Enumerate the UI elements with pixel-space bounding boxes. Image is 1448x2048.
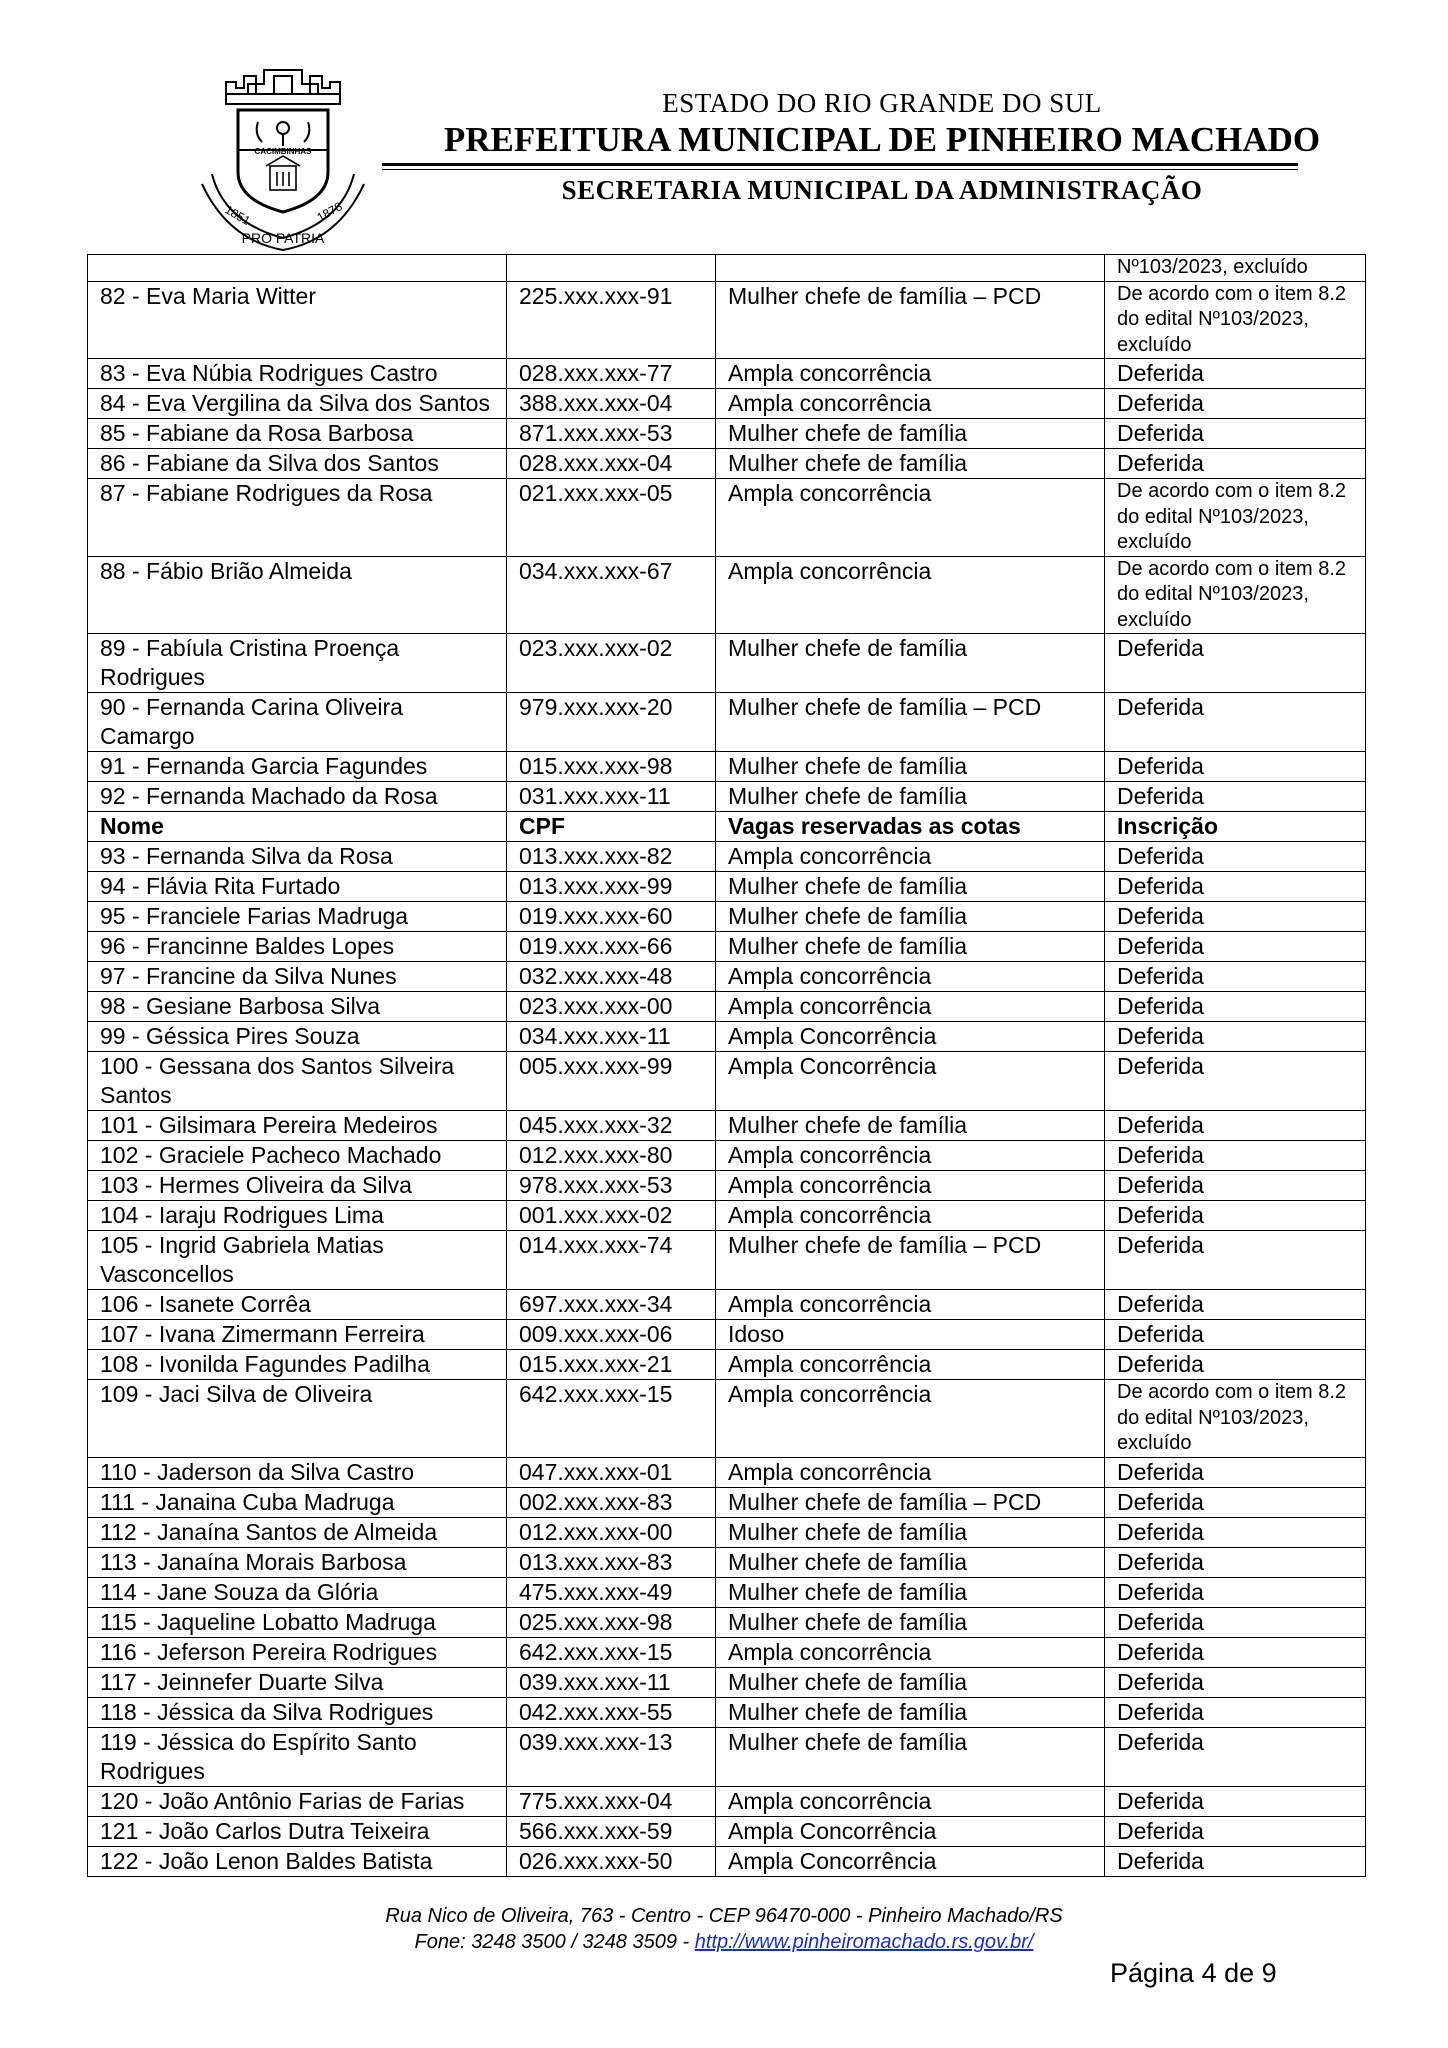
quota-cell: Mulher chefe de família – PCD (716, 693, 1105, 752)
status-cell: Deferida (1105, 1231, 1366, 1290)
status-cell: Deferida (1105, 1290, 1366, 1320)
crest-motto-pro-patria: PRO PATRIA (241, 230, 325, 246)
table-row (88, 419, 1366, 449)
status-cell: Deferida (1105, 1111, 1366, 1141)
name-cell: 82 - Eva Maria Witter (88, 281, 507, 359)
name-cell: 108 - Ivonilda Fagundes Padilha (88, 1350, 507, 1380)
cpf-cell: 388.xxx.xxx-04 (507, 389, 716, 419)
table-row (88, 1727, 1366, 1786)
table-row (88, 1350, 1366, 1380)
status-cell: Deferida (1105, 359, 1366, 389)
cpf-cell: 225.xxx.xxx-91 (507, 281, 716, 359)
name-cell: 117 - Jeinnefer Duarte Silva (88, 1667, 507, 1697)
status-cell: Deferida (1105, 1577, 1366, 1607)
name-cell: 115 - Jaqueline Lobatto Madruga (88, 1607, 507, 1637)
name-cell: 114 - Jane Souza da Glória (88, 1577, 507, 1607)
status-cell: De acordo com o item 8.2 do edital Nº103/2023, excluído (1105, 1380, 1366, 1458)
table-row (88, 902, 1366, 932)
quota-cell: Idoso (716, 1320, 1105, 1350)
quota-cell: Ampla concorrência (716, 842, 1105, 872)
quota-cell (716, 255, 1105, 282)
footer-website-link[interactable]: http://www.pinheiromachado.rs.gov.br/ (694, 1931, 1034, 1953)
quota-cell: Ampla concorrência (716, 1637, 1105, 1667)
table-row (88, 1697, 1366, 1727)
status-cell: Deferida (1105, 1846, 1366, 1876)
status-cell: Deferida (1105, 1457, 1366, 1487)
status-cell: Deferida (1105, 389, 1366, 419)
quota-cell: Ampla Concorrência (716, 1022, 1105, 1052)
table-row (88, 1111, 1366, 1141)
table-row (88, 1517, 1366, 1547)
quota-cell: Ampla Concorrência (716, 1052, 1105, 1111)
cpf-cell: 025.xxx.xxx-98 (507, 1607, 716, 1637)
quota-cell: Ampla concorrência (716, 359, 1105, 389)
footer-address: Rua Nico de Oliveira, 763 - Centro - CEP 96470-000 - Pinheiro Machado/RS (385, 1905, 1063, 1927)
column-header: CPF (507, 812, 716, 842)
page-footer (0, 1903, 1448, 1955)
status-cell: Deferida (1105, 1320, 1366, 1350)
cpf-cell: 979.xxx.xxx-20 (507, 693, 716, 752)
quota-cell: Mulher chefe de família (716, 1727, 1105, 1786)
cpf-cell: 045.xxx.xxx-32 (507, 1111, 716, 1141)
quota-cell: Ampla concorrência (716, 1171, 1105, 1201)
name-cell: 100 - Gessana dos Santos Silveira Santos (88, 1052, 507, 1111)
status-cell: Deferida (1105, 1201, 1366, 1231)
table-row (88, 842, 1366, 872)
quota-cell: Ampla concorrência (716, 1350, 1105, 1380)
quota-cell: Ampla concorrência (716, 1380, 1105, 1458)
quota-cell: Ampla concorrência (716, 1457, 1105, 1487)
table-row (88, 634, 1366, 693)
name-cell: 87 - Fabiane Rodrigues da Rosa (88, 479, 507, 557)
table-row (88, 1637, 1366, 1667)
table-row (88, 752, 1366, 782)
cpf-cell: 012.xxx.xxx-00 (507, 1517, 716, 1547)
status-cell: Deferida (1105, 419, 1366, 449)
name-cell: 91 - Fernanda Garcia Fagundes (88, 752, 507, 782)
status-cell: Deferida (1105, 1517, 1366, 1547)
status-cell: Deferida (1105, 1141, 1366, 1171)
table-row (88, 389, 1366, 419)
name-cell: 101 - Gilsimara Pereira Medeiros (88, 1111, 507, 1141)
quota-cell: Ampla concorrência (716, 992, 1105, 1022)
cpf-cell: 019.xxx.xxx-66 (507, 932, 716, 962)
cpf-cell: 475.xxx.xxx-49 (507, 1577, 716, 1607)
cpf-cell: 032.xxx.xxx-48 (507, 962, 716, 992)
cpf-cell: 013.xxx.xxx-99 (507, 872, 716, 902)
cpf-cell: 642.xxx.xxx-15 (507, 1637, 716, 1667)
column-header: Inscrição (1105, 812, 1366, 842)
status-cell: Deferida (1105, 1816, 1366, 1846)
status-cell: Deferida (1105, 902, 1366, 932)
name-cell: 88 - Fábio Brião Almeida (88, 556, 507, 634)
quota-cell: Ampla Concorrência (716, 1846, 1105, 1876)
name-cell: 119 - Jéssica do Espírito Santo Rodrigues (88, 1727, 507, 1786)
table-row (88, 1290, 1366, 1320)
cpf-cell: 019.xxx.xxx-60 (507, 902, 716, 932)
cpf-cell: 039.xxx.xxx-11 (507, 1667, 716, 1697)
name-cell: 89 - Fabíula Cristina Proença Rodrigues (88, 634, 507, 693)
cpf-cell: 042.xxx.xxx-55 (507, 1697, 716, 1727)
name-cell: 97 - Francine da Silva Nunes (88, 962, 507, 992)
table-row (88, 992, 1366, 1022)
column-header: Vagas reservadas as cotas (716, 812, 1105, 842)
table-row (88, 693, 1366, 752)
cpf-cell: 028.xxx.xxx-04 (507, 449, 716, 479)
cpf-cell: 034.xxx.xxx-67 (507, 556, 716, 634)
table-row (88, 1786, 1366, 1816)
quota-cell: Ampla concorrência (716, 1290, 1105, 1320)
crest-year-1851: 1851 (222, 202, 253, 228)
table-row (88, 1141, 1366, 1171)
municipal-crest-icon (198, 62, 368, 252)
department-title: SECRETARIA MUNICIPAL DA ADMINISTRAÇÃO (561, 175, 1203, 205)
quota-cell: Mulher chefe de família (716, 782, 1105, 812)
cpf-cell: 642.xxx.xxx-15 (507, 1380, 716, 1458)
footer-phone: Fone: 3248 3500 / 3248 3509 - (414, 1931, 695, 1953)
table-row (88, 782, 1366, 812)
cpf-cell: 023.xxx.xxx-02 (507, 634, 716, 693)
name-cell: 102 - Graciele Pacheco Machado (88, 1141, 507, 1171)
cpf-cell: 775.xxx.xxx-04 (507, 1786, 716, 1816)
name-cell: 86 - Fabiane da Silva dos Santos (88, 449, 507, 479)
status-cell: Deferida (1105, 752, 1366, 782)
status-cell: Deferida (1105, 1487, 1366, 1517)
table-row (88, 1487, 1366, 1517)
cpf-cell: 012.xxx.xxx-80 (507, 1141, 716, 1171)
name-cell: 116 - Jeferson Pereira Rodrigues (88, 1637, 507, 1667)
table-row (88, 1171, 1366, 1201)
name-cell: 94 - Flávia Rita Furtado (88, 872, 507, 902)
table-row (88, 1022, 1366, 1052)
quota-cell: Mulher chefe de família (716, 1667, 1105, 1697)
table-row (88, 1201, 1366, 1231)
name-cell: 105 - Ingrid Gabriela Matias Vasconcellos (88, 1231, 507, 1290)
status-cell: Deferida (1105, 872, 1366, 902)
cpf-cell: 002.xxx.xxx-83 (507, 1487, 716, 1517)
cpf-cell: 015.xxx.xxx-21 (507, 1350, 716, 1380)
page-number: Página 4 de 9 (1110, 1958, 1277, 1988)
status-cell: Deferida (1105, 1547, 1366, 1577)
quota-cell: Ampla concorrência (716, 389, 1105, 419)
quota-cell: Mulher chefe de família (716, 932, 1105, 962)
cpf-cell: 026.xxx.xxx-50 (507, 1846, 716, 1876)
quota-cell: Mulher chefe de família (716, 1517, 1105, 1547)
cpf-cell: 566.xxx.xxx-59 (507, 1816, 716, 1846)
quota-cell: Mulher chefe de família (716, 752, 1105, 782)
table-row (88, 1052, 1366, 1111)
state-name: ESTADO DO RIO GRANDE DO SUL (662, 88, 1102, 118)
cpf-cell: 031.xxx.xxx-11 (507, 782, 716, 812)
name-cell: 93 - Fernanda Silva da Rosa (88, 842, 507, 872)
name-cell: 104 - Iaraju Rodrigues Lima (88, 1201, 507, 1231)
status-cell: Nº103/2023, excluído (1105, 255, 1366, 282)
cpf-cell: 978.xxx.xxx-53 (507, 1171, 716, 1201)
header-rule-thick (382, 163, 1298, 166)
name-cell: 106 - Isanete Corrêa (88, 1290, 507, 1320)
name-cell: 118 - Jéssica da Silva Rodrigues (88, 1697, 507, 1727)
name-cell: 103 - Hermes Oliveira da Silva (88, 1171, 507, 1201)
name-cell: 120 - João Antônio Farias de Farias (88, 1786, 507, 1816)
cpf-cell: 013.xxx.xxx-82 (507, 842, 716, 872)
cpf-cell: 015.xxx.xxx-98 (507, 752, 716, 782)
footer-contact (0, 1929, 1448, 1955)
table-row (88, 1457, 1366, 1487)
table-row (88, 872, 1366, 902)
quota-cell: Mulher chefe de família (716, 1577, 1105, 1607)
table-row (88, 1667, 1366, 1697)
cpf-cell: 005.xxx.xxx-99 (507, 1052, 716, 1111)
quota-cell: Ampla concorrência (716, 556, 1105, 634)
status-cell: Deferida (1105, 1171, 1366, 1201)
column-header: Nome (88, 812, 507, 842)
cpf-cell (507, 255, 716, 282)
name-cell: 96 - Francinne Baldes Lopes (88, 932, 507, 962)
status-cell: De acordo com o item 8.2 do edital Nº103/2023, excluído (1105, 556, 1366, 634)
status-cell: Deferida (1105, 693, 1366, 752)
quota-cell: Mulher chefe de família (716, 419, 1105, 449)
table-row (88, 556, 1366, 634)
cpf-cell: 034.xxx.xxx-11 (507, 1022, 716, 1052)
quota-cell: Mulher chefe de família – PCD (716, 1231, 1105, 1290)
cpf-cell: 697.xxx.xxx-34 (507, 1290, 716, 1320)
quota-cell: Ampla Concorrência (716, 1816, 1105, 1846)
name-cell: 95 - Franciele Farias Madruga (88, 902, 507, 932)
status-cell: De acordo com o item 8.2 do edital Nº103/2023, excluído (1105, 281, 1366, 359)
city-hall-title: PREFEITURA MUNICIPAL DE PINHEIRO MACHADO (443, 120, 1321, 159)
table-row (88, 479, 1366, 557)
cpf-cell: 047.xxx.xxx-01 (507, 1457, 716, 1487)
status-cell: Deferida (1105, 842, 1366, 872)
cpf-cell: 014.xxx.xxx-74 (507, 1231, 716, 1290)
name-cell: 112 - Janaína Santos de Almeida (88, 1517, 507, 1547)
cpf-cell: 039.xxx.xxx-13 (507, 1727, 716, 1786)
status-cell: Deferida (1105, 1697, 1366, 1727)
quota-cell: Mulher chefe de família – PCD (716, 281, 1105, 359)
cpf-cell: 009.xxx.xxx-06 (507, 1320, 716, 1350)
page-header (0, 0, 1448, 255)
name-cell: 84 - Eva Vergilina da Silva dos Santos (88, 389, 507, 419)
table-row (88, 1380, 1366, 1458)
table-row (88, 255, 1366, 282)
quota-cell: Ampla concorrência (716, 1786, 1105, 1816)
status-cell: Deferida (1105, 1350, 1366, 1380)
status-cell: Deferida (1105, 932, 1366, 962)
name-cell: 109 - Jaci Silva de Oliveira (88, 1380, 507, 1458)
cpf-cell: 021.xxx.xxx-05 (507, 479, 716, 557)
status-cell: Deferida (1105, 1022, 1366, 1052)
table-row (88, 1547, 1366, 1577)
status-cell: Deferida (1105, 782, 1366, 812)
status-cell: Deferida (1105, 962, 1366, 992)
name-cell: 107 - Ivana Zimermann Ferreira (88, 1320, 507, 1350)
table-row (88, 1577, 1366, 1607)
quota-cell: Ampla concorrência (716, 962, 1105, 992)
quota-cell: Mulher chefe de família (716, 1547, 1105, 1577)
table-row (88, 962, 1366, 992)
name-cell: 90 - Fernanda Carina Oliveira Camargo (88, 693, 507, 752)
status-cell: Deferida (1105, 1052, 1366, 1111)
quota-cell: Mulher chefe de família – PCD (716, 1487, 1105, 1517)
status-cell: De acordo com o item 8.2 do edital Nº103/2023, excluído (1105, 479, 1366, 557)
quota-cell: Ampla concorrência (716, 479, 1105, 557)
quota-cell: Mulher chefe de família (716, 1697, 1105, 1727)
table-row (88, 359, 1366, 389)
name-cell: 83 - Eva Núbia Rodrigues Castro (88, 359, 507, 389)
status-cell: Deferida (1105, 992, 1366, 1022)
table-row (88, 449, 1366, 479)
quota-cell: Mulher chefe de família (716, 1111, 1105, 1141)
quota-cell: Mulher chefe de família (716, 872, 1105, 902)
quota-cell: Ampla concorrência (716, 1141, 1105, 1171)
status-cell: Deferida (1105, 1637, 1366, 1667)
crest-motto-cacimbinhas: CACIMBINHAS (254, 147, 312, 156)
cpf-cell: 023.xxx.xxx-00 (507, 992, 716, 1022)
quota-cell: Mulher chefe de família (716, 634, 1105, 693)
name-cell: 121 - João Carlos Dutra Teixeira (88, 1816, 507, 1846)
status-cell: Deferida (1105, 1786, 1366, 1816)
table-row (88, 1816, 1366, 1846)
name-cell: 99 - Géssica Pires Souza (88, 1022, 507, 1052)
status-cell: Deferida (1105, 449, 1366, 479)
table-row (88, 1320, 1366, 1350)
quota-cell: Mulher chefe de família (716, 449, 1105, 479)
table-header-row (88, 812, 1366, 842)
table-row (88, 1846, 1366, 1876)
name-cell: 85 - Fabiane da Rosa Barbosa (88, 419, 507, 449)
status-cell: Deferida (1105, 1727, 1366, 1786)
name-cell: 111 - Janaina Cuba Madruga (88, 1487, 507, 1517)
quota-cell: Ampla concorrência (716, 1201, 1105, 1231)
candidate-table (87, 254, 1366, 1877)
table-row (88, 281, 1366, 359)
name-cell: 110 - Jaderson da Silva Castro (88, 1457, 507, 1487)
quota-cell: Mulher chefe de família (716, 902, 1105, 932)
cpf-cell: 001.xxx.xxx-02 (507, 1201, 716, 1231)
table-row (88, 1607, 1366, 1637)
crest-year-1878: 1878 (314, 199, 345, 225)
table-row (88, 932, 1366, 962)
status-cell: Deferida (1105, 634, 1366, 693)
status-cell: Deferida (1105, 1607, 1366, 1637)
quota-cell: Mulher chefe de família (716, 1607, 1105, 1637)
name-cell: 98 - Gesiane Barbosa Silva (88, 992, 507, 1022)
name-cell: 113 - Janaína Morais Barbosa (88, 1547, 507, 1577)
name-cell: 122 - João Lenon Baldes Batista (88, 1846, 507, 1876)
cpf-cell: 013.xxx.xxx-83 (507, 1547, 716, 1577)
name-cell (88, 255, 507, 282)
name-cell: 92 - Fernanda Machado da Rosa (88, 782, 507, 812)
status-cell: Deferida (1105, 1667, 1366, 1697)
cpf-cell: 871.xxx.xxx-53 (507, 419, 716, 449)
header-rule-thin (382, 169, 1298, 170)
table-row (88, 1231, 1366, 1290)
cpf-cell: 028.xxx.xxx-77 (507, 359, 716, 389)
